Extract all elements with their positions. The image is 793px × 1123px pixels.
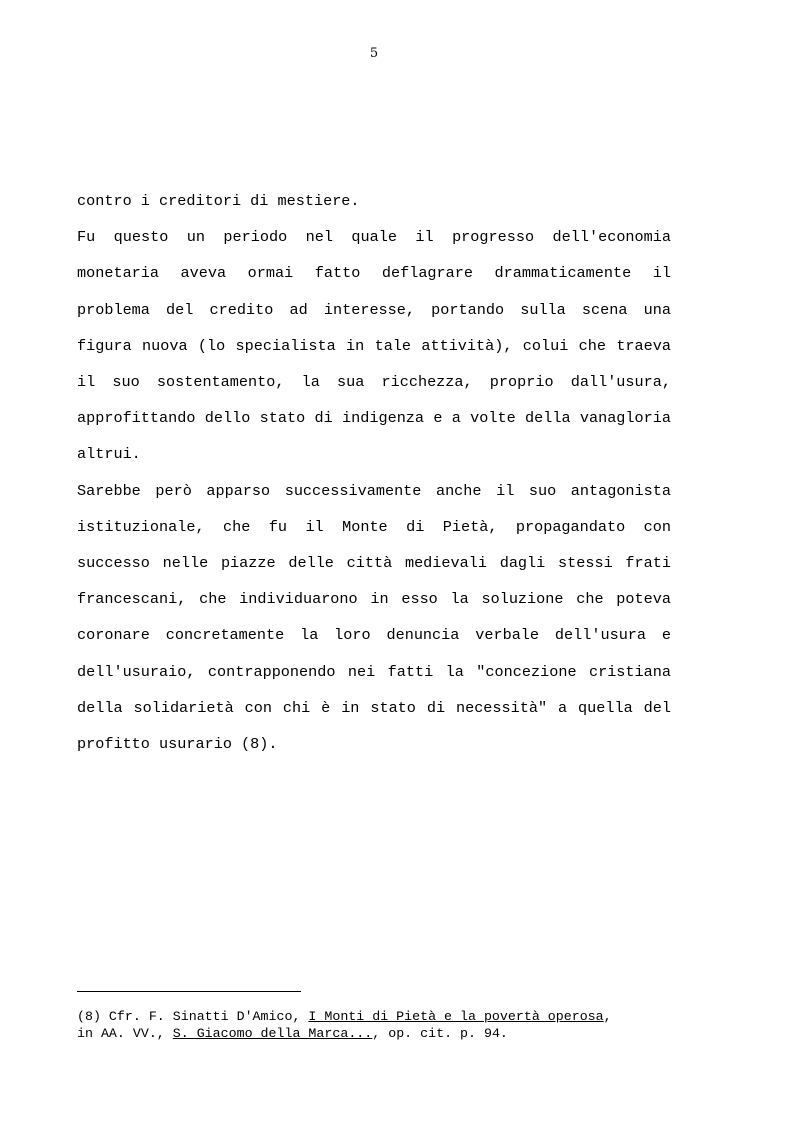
footnote-separator	[77, 991, 301, 992]
footnote-citation-text: in AA. VV.,	[77, 1026, 173, 1041]
footnote-line-1	[77, 1008, 677, 1025]
paragraph-2: Fu questo un periodo nel quale il progresso dell'economia monetaria aveva ormai fatto deflagrare drammaticamente il problema del credito ad interesse, portando sulla scena una figura nuova (lo specialista in tale attività), colui che traeva il suo sostentamento, la sua ricchezza, proprio dall'usura, approfittando dello stato di indigenza e a volte della vanagloria altrui.	[77, 228, 671, 464]
page-number: 5	[369, 46, 379, 61]
footnote-8	[77, 1008, 677, 1042]
body-text	[77, 183, 671, 762]
footnote-cited-title: I Monti di Pietà e la povertà operosa	[308, 1009, 604, 1024]
footnote-line-2	[77, 1025, 677, 1042]
footnote-punctuation: ,	[603, 1009, 612, 1024]
footnote-cited-volume: S. Giacomo della Marca...	[172, 1026, 373, 1041]
paragraph-1: contro i creditori di mestiere.	[77, 192, 360, 210]
footnote-reference: , op. cit. p. 94.	[372, 1026, 508, 1041]
footnote-citation-text: (8) Cfr. F. Sinatti D'Amico,	[77, 1009, 309, 1024]
paragraph-3: Sarebbe però apparso successivamente anche il suo antagonista istituzionale, che fu il Monte di Pietà, propagandato con successo nelle piazze delle città medievali dagli stessi frati francescani, che individuarono in esso la soluzione che poteva coronare concretamente la loro denuncia verbale dell'usura e dell'usuraio, contrapponendo nei fatti la "concezione cristiana della solidarietà con chi è in stato di necessità" a quella del profitto usurario (8).	[77, 481, 671, 754]
